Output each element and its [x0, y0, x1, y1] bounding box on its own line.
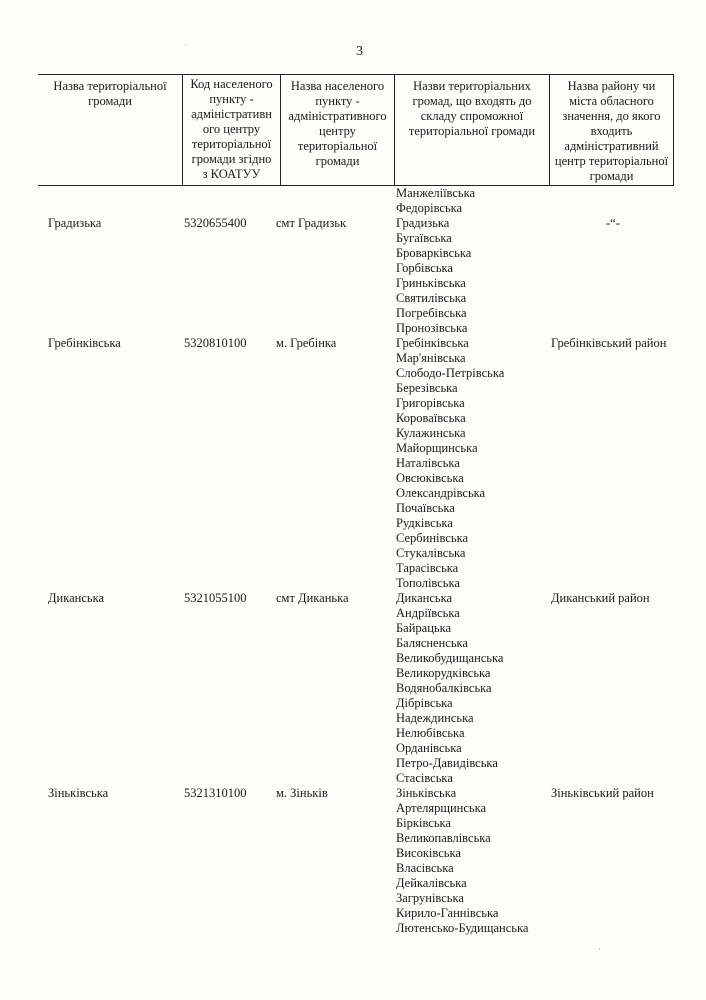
list-item: Великопавлівська	[396, 831, 491, 845]
list-item: Зіньківська	[396, 786, 457, 800]
admin-center: смт Диканька	[276, 591, 349, 605]
list-item: Дібрівська	[396, 696, 453, 710]
header-district: Назва району чи міста обласного значення, до якого входить адміністративний центр територіальної громади	[549, 75, 674, 185]
list-item: Гребінківська	[396, 336, 469, 350]
list-item: Погребівська	[396, 306, 467, 320]
page-number: 3	[356, 44, 363, 59]
list-item: Артелярщинська	[396, 801, 487, 815]
members-list	[396, 336, 504, 591]
list-item: Великорудківська	[396, 666, 491, 680]
list-item: Григорівська	[396, 396, 465, 410]
list-item: Бугаївська	[396, 231, 452, 245]
list-item: Березівська	[396, 381, 458, 395]
list-item: Стукалівська	[396, 546, 466, 560]
list-item: Надеждинська	[396, 711, 474, 725]
koatuu-code: 5321055100	[184, 591, 247, 605]
list-item: Стасівська	[396, 771, 453, 785]
list-item: Пронозівська	[396, 321, 468, 335]
district-name: Зіньківський район	[551, 786, 654, 800]
list-item: Наталівська	[396, 456, 460, 470]
list-item: Градизька	[396, 216, 450, 230]
district-name: Гребінківський район	[551, 336, 667, 350]
list-item: Короваївська	[396, 411, 466, 425]
list-item: Петро-Давидівська	[396, 756, 498, 770]
list-item: Кирило-Ганнівська	[396, 906, 499, 920]
community-name: Диканська	[48, 591, 105, 605]
list-item: Великобудищанська	[396, 651, 504, 665]
members-list	[396, 786, 528, 936]
list-item: Слободо-Петрівська	[396, 366, 505, 380]
list-item: Рудківська	[396, 516, 453, 530]
list-item: Кулажинська	[396, 426, 466, 440]
list-item: Почаївська	[396, 501, 455, 515]
list-item: Нелюбівська	[396, 726, 465, 740]
list-item: Тарасівська	[396, 561, 459, 575]
list-item: Високівська	[396, 846, 461, 860]
list-item: Орданівська	[396, 741, 462, 755]
list-item: Диканська	[396, 591, 453, 605]
list-item: Олександрівська	[396, 486, 486, 500]
admin-center: м. Зіньків	[276, 786, 328, 800]
header-community-name: Назва територіальної громади	[53, 79, 167, 108]
list-item: Дейкалівська	[396, 876, 467, 890]
community-name: Гребінківська	[48, 336, 121, 350]
koatuu-code: 5321310100	[184, 786, 247, 800]
members-list	[396, 216, 471, 336]
list-item: Водянобалківська	[396, 681, 492, 695]
list-item: Мар'янівська	[396, 351, 466, 365]
table-header	[38, 74, 674, 186]
list-item: Андріївська	[396, 606, 460, 620]
admin-center: смт Градизьк	[276, 216, 347, 230]
list-item: Власівська	[396, 861, 454, 875]
header-admin-center: Назва населеного пункту - адміністративного центру територіальної громади	[280, 75, 394, 185]
koatuu-code: 5320810100	[184, 336, 247, 350]
list-item: Балясненська	[396, 636, 468, 650]
community-name: Зіньківська	[48, 786, 109, 800]
list-item: Сербинівська	[396, 531, 469, 545]
koatuu-code: 5320655400	[184, 216, 247, 230]
district-name: Диканський район	[551, 591, 650, 605]
members-list	[396, 591, 503, 786]
list-item: Лютенсько-Будищанська	[396, 921, 529, 935]
list-item: Святилівська	[396, 291, 467, 305]
list-item: Тополівська	[396, 576, 460, 590]
list-item: Майорщинська	[396, 441, 478, 455]
list-item: Броварківська	[396, 246, 472, 260]
list-item: Бірківська	[396, 816, 451, 830]
scan-speck: ·	[598, 944, 601, 954]
community-name: Градизька	[48, 216, 102, 230]
header-member-communities: Назви територіальних громад, що входять до складу спроможної територіальної громади	[394, 75, 549, 185]
list-item: Загрунівська	[396, 891, 464, 905]
list-item: Федорівська	[396, 201, 463, 215]
list-item: Овсюківська	[396, 471, 464, 485]
list-item: Гриньківська	[396, 276, 466, 290]
scan-speck: ·	[184, 40, 187, 50]
preceding-members-list	[396, 186, 475, 216]
admin-center: м. Гребінка	[276, 336, 337, 350]
list-item: Горбівська	[396, 261, 453, 275]
list-item: Манжеліївська	[396, 186, 476, 200]
list-item: Байрацька	[396, 621, 452, 635]
district-ditto-mark: -“-	[606, 216, 620, 230]
header-koatuu-code: Код населеного пункту - адміністративн ого центру територіальної громади згідно з КОАТУУ	[182, 75, 280, 185]
